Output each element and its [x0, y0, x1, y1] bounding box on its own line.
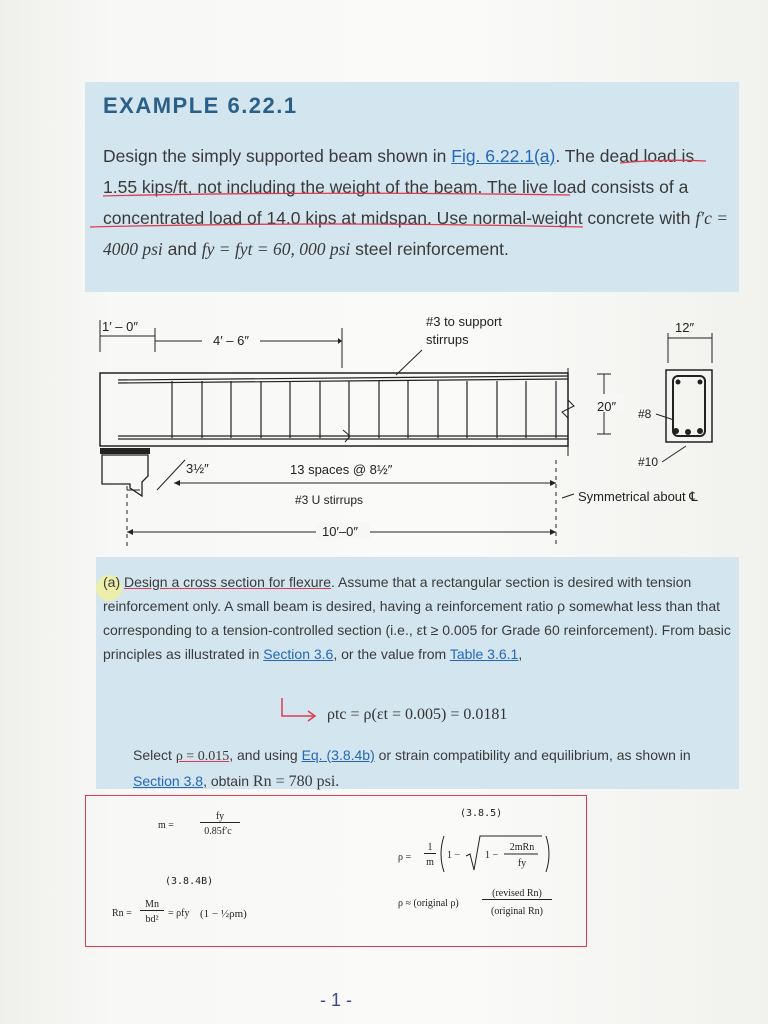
rn-value: Rn = 780 psi.: [252, 773, 340, 790]
arrow-annotation: [270, 694, 330, 724]
eq-3-8-4b-link[interactable]: Eq. (3.8.4b): [301, 747, 375, 763]
stirrup-note-1: #3 to support: [426, 314, 502, 329]
table-3-6-1-link[interactable]: Table 3.6.1: [449, 646, 519, 662]
fy-denominator: fy: [517, 858, 527, 869]
m-numerator: fy: [200, 811, 240, 823]
revised-rn: (revised Rn): [482, 888, 552, 900]
fy-value: fy = fyt = 60, 000 psi: [201, 239, 351, 259]
beam-figure: [90, 308, 750, 553]
dim-12: 12″: [675, 320, 695, 335]
original-rn: (original Rn): [491, 906, 543, 917]
mn-numerator: Mn: [140, 899, 164, 911]
rho-tc-equation: ρtc = ρ(εt = 0.005) = 0.0181: [327, 706, 508, 723]
rho-label: ρ =: [398, 852, 412, 863]
sqrt-expression: [438, 832, 558, 876]
rho-numerator: 1: [424, 842, 436, 854]
svg-text:1 −: 1 −: [485, 850, 499, 861]
eq-tag-385: (3.8.5): [460, 808, 503, 819]
dim-3half: 3½″: [186, 461, 209, 476]
part-a-text: (a) Design a cross section for flexure. Assume that a rectangular section is desired with tension reinforcement only. A small beam is desired, having a reinforcement ratio ρ somewhat less than that corresponding to a tension-controlled section (i.e., εt ≥ 0.005 for Grade 60 reinforcement). From basic principles as illustrated in Section 3.6, or the value from Table 3.6.1,: [103, 574, 731, 662]
half-rho-m: (1 − ½ρm): [200, 908, 247, 920]
bd2-denominator: bd²: [145, 914, 159, 925]
rho-selected: ρ = 0.015: [175, 749, 230, 764]
red-underlines: [0, 0, 768, 300]
rho-denominator: m: [426, 857, 434, 868]
part-a-heading: Design a cross section for flexure: [124, 574, 331, 590]
symmetry-note: Symmetrical about ℄: [578, 489, 698, 504]
m-denominator: 0.85f′c: [204, 826, 232, 837]
example-statement: Design the simply supported beam shown in Fig. 6.22.1(a). The dead load is 1.55 kips/ft, not including the weight of the beam. The live load consists of a concentrated load of 14.0 kips at midspan. Use normal-weight concrete with f′c = 4000 psi and fy = fyt = 60, 000 psi steel reinforcement.: [103, 146, 729, 259]
bar10-label: #10: [638, 455, 659, 469]
page-number: - 1 -: [320, 990, 353, 1010]
figure-link[interactable]: Fig. 6.22.1(a): [451, 146, 556, 166]
m-label: m =: [158, 820, 174, 831]
u-stirrups-label: #3 U stirrups: [295, 493, 364, 507]
fc-value: f′c = 4000 psi: [103, 208, 729, 259]
bar8-label: #8: [638, 407, 652, 421]
section-3-8-link[interactable]: Section 3.8: [133, 773, 204, 789]
two-m-rn: 2mRn: [509, 842, 535, 853]
eq-tag-384b: (3.8.4B): [165, 876, 214, 887]
dim-10ft: 10′–0″: [322, 524, 358, 539]
dim-1ft: 1′ – 0″: [102, 319, 138, 334]
svg-text:1 −: 1 −: [447, 850, 461, 861]
spacing-label: 13 spaces @ 8½″: [290, 462, 393, 477]
rn-label: Rn =: [112, 908, 132, 919]
stirrup-note-2: stirrups: [426, 332, 469, 347]
select-paragraph: Select ρ = 0.015, and using Eq. (3.8.4b) or strain compatibility and equilibrium, as shown in Section 3.8, obtain Rn = 780 psi.: [133, 747, 691, 790]
approx-label: ρ ≈ (original ρ): [398, 898, 459, 909]
dim-4ft6: 4′ – 6″: [213, 333, 249, 348]
dim-20: 20″: [597, 399, 617, 414]
section-3-6-link[interactable]: Section 3.6: [263, 646, 334, 662]
rho-fy: = ρfy: [168, 908, 190, 919]
example-title: EXAMPLE 6.22.1: [103, 93, 298, 118]
